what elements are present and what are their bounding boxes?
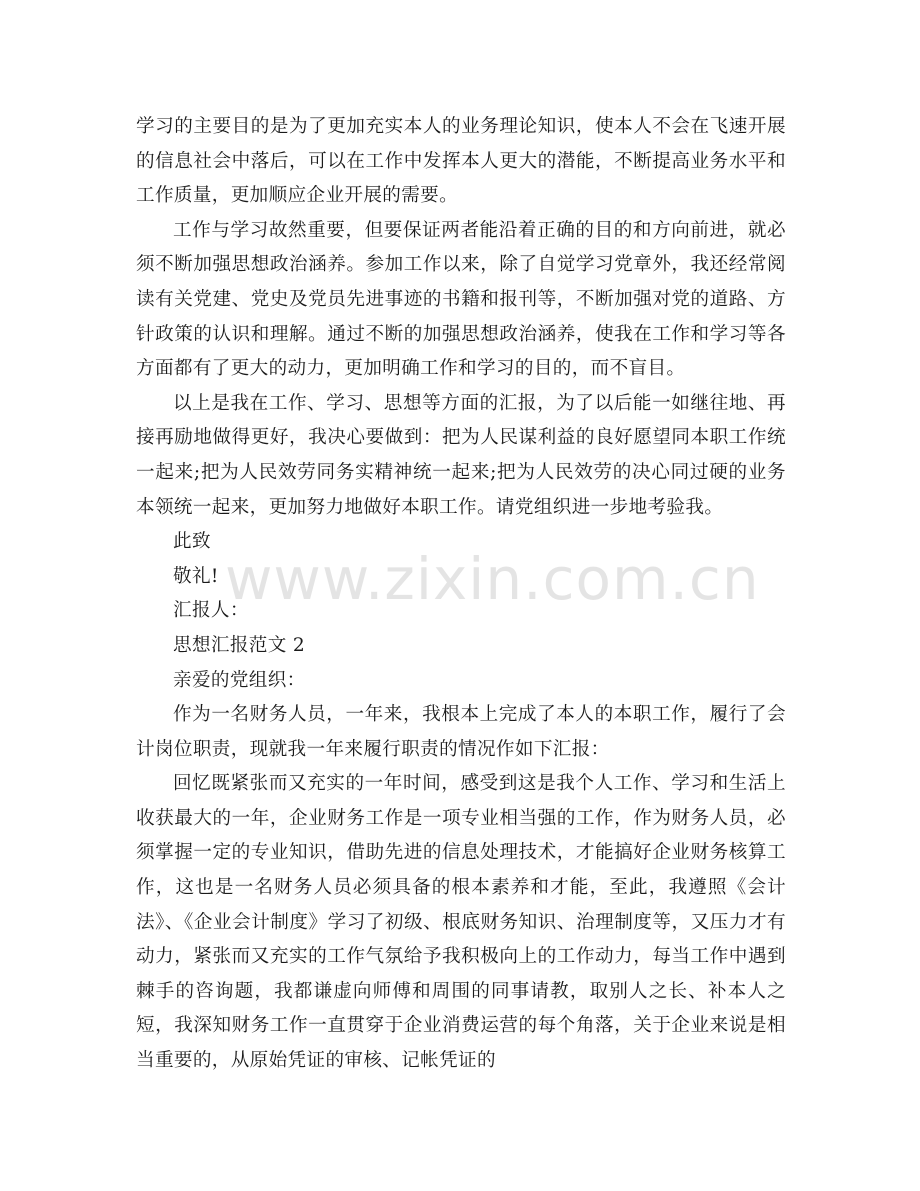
section-title: 思想汇报范文 2 <box>173 634 306 656</box>
document-body <box>136 110 786 1079</box>
paragraph-2: 工作与学习故然重要，但要保证两者能沿着正确的目的和方向前进，就必须不断加强思想政治涵养。参加工作以来，除了自觉学习党章外，我还经常阅读有关党建、党史及党员先进事迹的书籍和报刊等，不断加强对党的道路、方针政策的认识和理解。通过不断的加强思想政治涵养，使我在工作和学习等各方面都有了更大的动力，更加明确工作和学习的目的，而不盲目。 <box>136 219 786 380</box>
reporter-line: 汇报人： <box>173 600 249 622</box>
paragraph-main: 回忆既紧张而又充实的一年时间，感受到这是我个人工作、学习和生活上收获最大的一年，企业财务工作是一项专业相当强的工作，作为财务人员，必须掌握一定的专业知识，借助先进的信息处理技术，才能搞好企业财务核算工作，这也是一名财务人员必须具备的根本素养和才能，至此，我遵照《会计法》、《企业会计制度》学习了初级、根底财务知识、治理制度等，又压力才有动力，紧张而又充实的工作气氛给予我积极向上的工作动力，每当工作中遇到棘手的咨询题，我都谦虚向师傅和周围的同事请教，取别人之长、补本人之短，我深知财务工作一直贯穿于企业消费运营的每个角落，关于企业来说是相当重要的，从原始凭证的审核、记帐凭证的 <box>136 773 786 1072</box>
closing-respect: 敬礼! <box>173 565 219 587</box>
watermark: www.zixin.com.cn <box>225 545 760 613</box>
greeting: 亲爱的党组织： <box>173 669 306 691</box>
closing-salutation: 此致 <box>173 531 211 553</box>
paragraph-1: 学习的主要目的是为了更加充实本人的业务理论知识，使本人不会在飞速开展的信息社会中落后，可以在工作中发挥本人更大的潜能，不断提高业务水平和工作质量，更加顺应企业开展的需要。 <box>136 116 786 207</box>
paragraph-intro: 作为一名财务人员，一年来，我根本上完成了本人的本职工作，履行了会计岗位职责，现就我一年来履行职责的情况作如下汇报： <box>136 704 786 760</box>
paragraph-3: 以上是我在工作、学习、思想等方面的汇报，为了以后能一如继往地、再接再励地做得更好，我决心要做到：把为人民谋利益的良好愿望同本职工作统一起来;把为人民效劳同务实精神统一起来;把为人民效劳的决心同过硬的业务本领统一起来，更加努力地做好本职工作。请党组织进一步地考验我。 <box>136 392 786 518</box>
